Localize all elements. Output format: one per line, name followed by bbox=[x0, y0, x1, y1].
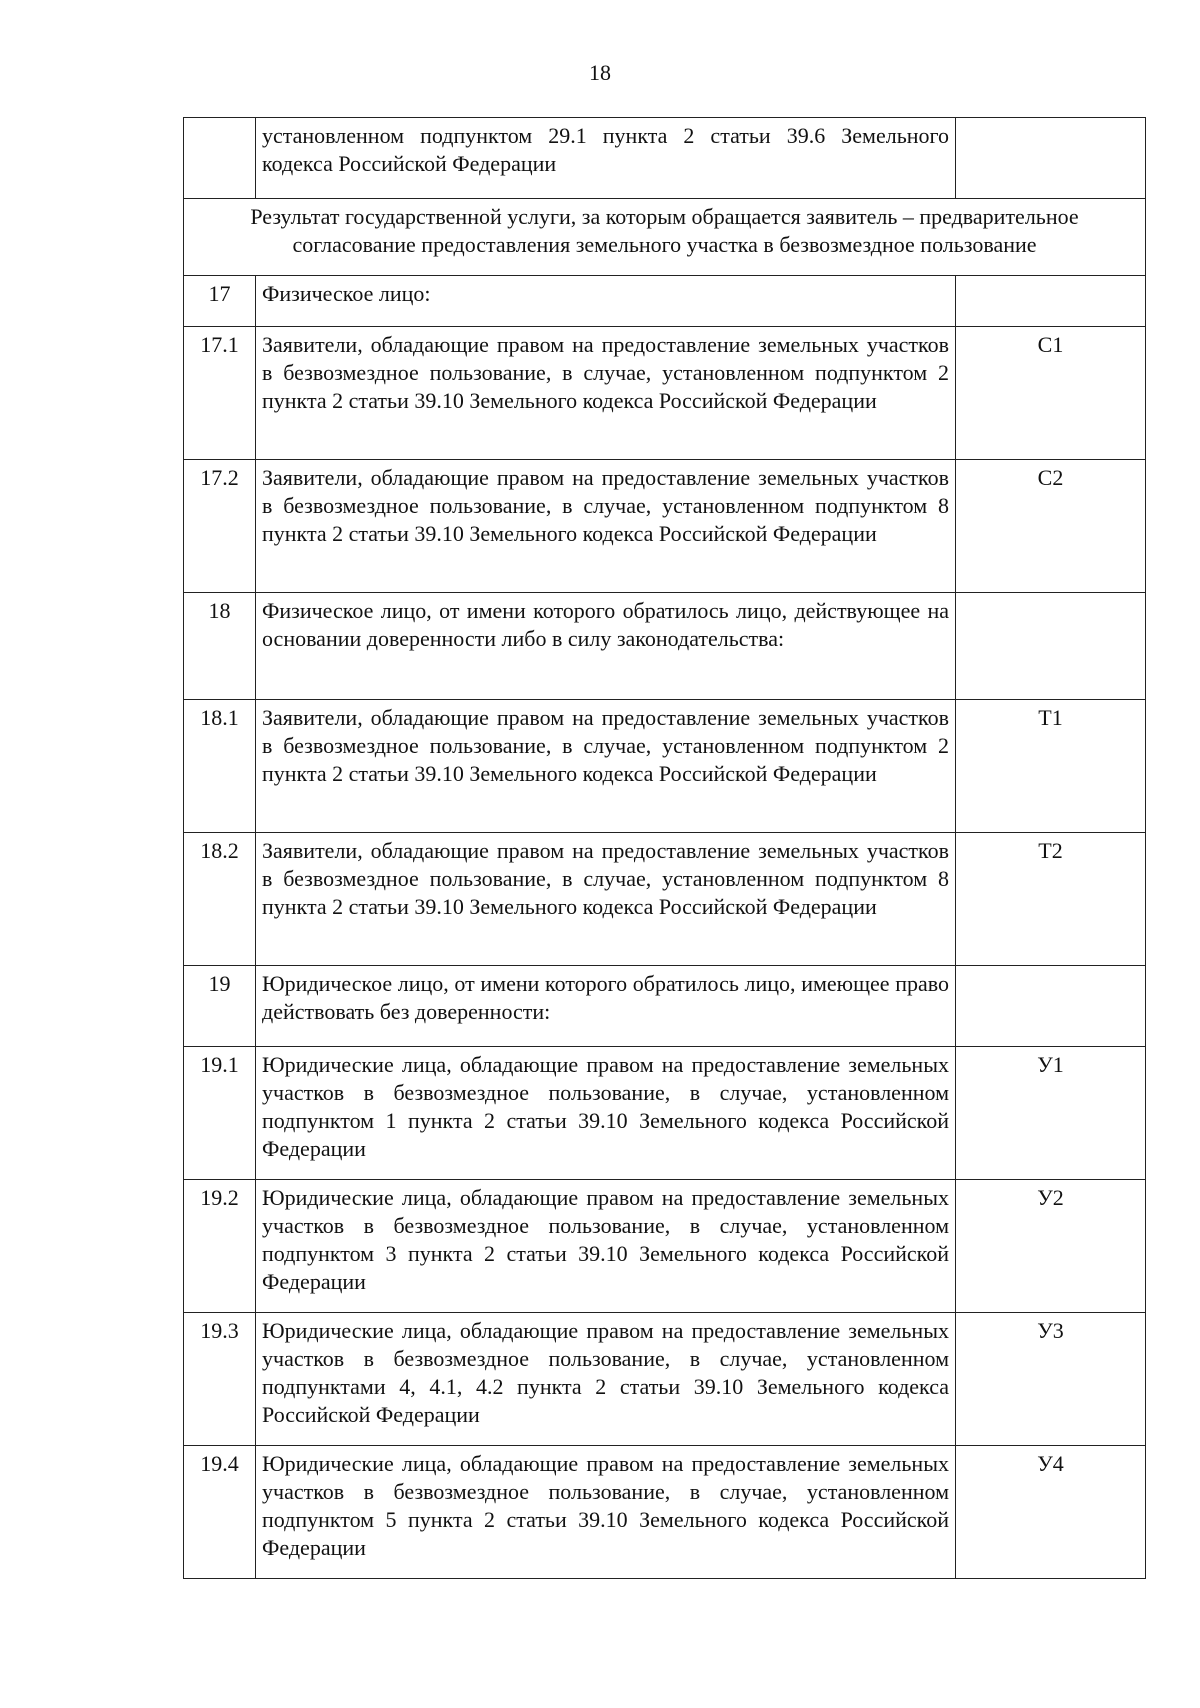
row-text: Физическое лицо, от имени которого обратилось лицо, действующее на основании доверенности либо в силу законодательства: bbox=[256, 593, 956, 700]
row-number: 18.2 bbox=[184, 833, 256, 966]
row-text: Юридические лица, обладающие правом на предоставление земельных участков в безвозмездное пользование, в случае, установленном подпунктом 5 пункта 2 статьи 39.10 Земельного кодекса Российской Федерации bbox=[256, 1446, 956, 1579]
row-text: Юридическое лицо, от имени которого обратилось лицо, имеющее право действовать без доверенности: bbox=[256, 966, 956, 1047]
table-row bbox=[184, 700, 1146, 833]
row-number: 19 bbox=[184, 966, 256, 1047]
table-row bbox=[184, 1313, 1146, 1446]
table-row bbox=[184, 1047, 1146, 1180]
row-number: 19.2 bbox=[184, 1180, 256, 1313]
row-code bbox=[956, 276, 1146, 327]
row-number: 18.1 bbox=[184, 700, 256, 833]
row-code: У3 bbox=[956, 1313, 1146, 1446]
row-text: Заявители, обладающие правом на предоставление земельных участков в безвозмездное пользование, в случае, установленном подпунктом 8 пункта 2 статьи 39.10 Земельного кодекса Российской Федерации bbox=[256, 460, 956, 593]
row-number: 19.1 bbox=[184, 1047, 256, 1180]
section-header-row bbox=[184, 199, 1146, 276]
row-code bbox=[956, 966, 1146, 1047]
continuation-row bbox=[184, 118, 1146, 199]
row-text: Заявители, обладающие правом на предоставление земельных участков в безвозмездное пользование, в случае, установленном подпунктом 8 пункта 2 статьи 39.10 Земельного кодекса Российской Федерации bbox=[256, 833, 956, 966]
row-code bbox=[956, 118, 1146, 199]
row-code: С2 bbox=[956, 460, 1146, 593]
row-code: У2 bbox=[956, 1180, 1146, 1313]
row-code: Т1 bbox=[956, 700, 1146, 833]
row-number: 18 bbox=[184, 593, 256, 700]
section-header: Результат государственной услуги, за которым обращается заявитель – предварительное согласование предоставления земельного участка в безвозмездное пользование bbox=[184, 199, 1146, 276]
category-row bbox=[184, 276, 1146, 327]
row-text: Физическое лицо: bbox=[256, 276, 956, 327]
row-code: У1 bbox=[956, 1047, 1146, 1180]
row-code bbox=[956, 593, 1146, 700]
table-body bbox=[184, 118, 1146, 1579]
page-number: 18 bbox=[589, 60, 611, 85]
row-number: 17.2 bbox=[184, 460, 256, 593]
row-number bbox=[184, 118, 256, 199]
category-row bbox=[184, 593, 1146, 700]
table-row bbox=[184, 460, 1146, 593]
row-code: С1 bbox=[956, 327, 1146, 460]
category-row bbox=[184, 966, 1146, 1047]
row-code: Т2 bbox=[956, 833, 1146, 966]
row-text: Юридические лица, обладающие правом на предоставление земельных участков в безвозмездное пользование, в случае, установленном подпунктами 4, 4.1, 4.2 пункта 2 статьи 39.10 Земельного кодекса Российской Федерации bbox=[256, 1313, 956, 1446]
row-text: установленном подпунктом 29.1 пункта 2 статьи 39.6 Земельного кодекса Российской Федерации bbox=[256, 118, 956, 199]
table-row bbox=[184, 327, 1146, 460]
row-number: 19.4 bbox=[184, 1446, 256, 1579]
services-table bbox=[183, 117, 1146, 1579]
row-text: Заявители, обладающие правом на предоставление земельных участков в безвозмездное пользование, в случае, установленном подпунктом 2 пункта 2 статьи 39.10 Земельного кодекса Российской Федерации bbox=[256, 700, 956, 833]
row-text: Заявители, обладающие правом на предоставление земельных участков в безвозмездное пользование, в случае, установленном подпунктом 2 пункта 2 статьи 39.10 Земельного кодекса Российской Федерации bbox=[256, 327, 956, 460]
row-text: Юридические лица, обладающие правом на предоставление земельных участков в безвозмездное пользование, в случае, установленном подпунктом 1 пункта 2 статьи 39.10 Земельного кодекса Российской Федерации bbox=[256, 1047, 956, 1180]
row-number: 17.1 bbox=[184, 327, 256, 460]
table-row bbox=[184, 1446, 1146, 1579]
row-text: Юридические лица, обладающие правом на предоставление земельных участков в безвозмездное пользование, в случае, установленном подпунктом 3 пункта 2 статьи 39.10 Земельного кодекса Российской Федерации bbox=[256, 1180, 956, 1313]
row-number: 17 bbox=[184, 276, 256, 327]
row-number: 19.3 bbox=[184, 1313, 256, 1446]
table-row bbox=[184, 1180, 1146, 1313]
table-row bbox=[184, 833, 1146, 966]
row-code: У4 bbox=[956, 1446, 1146, 1579]
